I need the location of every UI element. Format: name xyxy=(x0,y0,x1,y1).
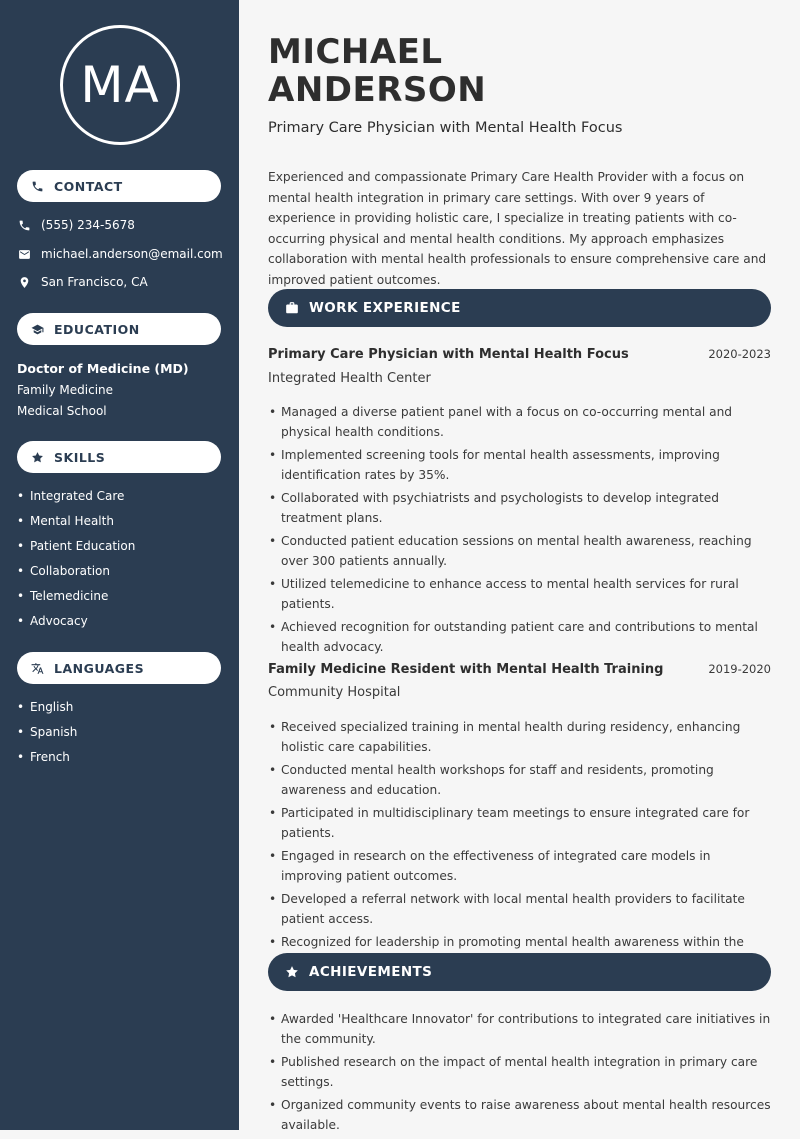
job-bullet: • Engaged in research on the effectiveness of integrated care models in improving patient outcomes. xyxy=(268,847,773,886)
job-bullet: • Conducted patient education sessions on mental health awareness, reaching over 300 patients annually. xyxy=(268,532,773,571)
contact-email[interactable] xyxy=(17,247,223,261)
job-bullet: • Developed a referral network with local mental health providers to facilitate patient access. xyxy=(268,890,773,929)
work-experience-heading xyxy=(268,289,771,327)
contact-phone-text: (555) 234-5678 xyxy=(41,218,135,232)
work-experience-heading-label: WORK EXPERIENCE xyxy=(309,300,461,316)
language-item: • English xyxy=(17,700,77,725)
last-name: ANDERSON xyxy=(268,70,487,110)
achievements-list xyxy=(268,1010,773,1139)
job-1-organization: Integrated Health Center xyxy=(268,371,431,386)
job-1-dates: 2020-2023 xyxy=(708,347,771,361)
contact-heading-label: CONTACT xyxy=(54,178,123,194)
contact-email-text: michael.anderson@email.com xyxy=(41,247,223,261)
job-2-bullets xyxy=(268,718,773,976)
star-icon xyxy=(285,965,299,979)
achievement-item: • Published research on the impact of mental health integration in primary care settings. xyxy=(268,1053,773,1092)
contact-location xyxy=(17,275,148,289)
language-item: • French xyxy=(17,750,77,775)
skill-item: • Collaboration xyxy=(17,564,135,589)
languages-heading-label: LANGUAGES xyxy=(54,660,145,676)
contact-phone[interactable] xyxy=(17,218,135,232)
skills-list xyxy=(17,489,135,639)
achievement-item: • Awarded 'Healthcare Innovator' for contributions to integrated care initiatives in the community. xyxy=(268,1010,773,1049)
job-1-bullets xyxy=(268,403,773,661)
summary-paragraph: Experienced and compassionate Primary Care Health Provider with a focus on mental health integration in primary care settings. With over 9 years of experience in providing holistic care, I specialize in treating patients with co-occurring physical and mental health conditions. My approach emphasizes collaboration with mental health professionals to ensure comprehensive care and improved patient outcomes. xyxy=(268,170,767,287)
mail-icon xyxy=(17,247,31,261)
job-1-title: Primary Care Physician with Mental Health Focus xyxy=(268,347,629,362)
skill-item: • Patient Education xyxy=(17,539,135,564)
sidebar xyxy=(0,0,239,1130)
language-item: • Spanish xyxy=(17,725,77,750)
monogram-avatar xyxy=(60,25,180,145)
phone-icon xyxy=(17,218,31,232)
skill-item: • Integrated Care xyxy=(17,489,135,514)
star-icon xyxy=(31,451,44,464)
skills-heading-label: SKILLS xyxy=(54,449,106,465)
skill-item: • Mental Health xyxy=(17,514,135,539)
skills-heading xyxy=(17,441,221,473)
contact-heading xyxy=(17,170,221,202)
job-bullet: • Participated in multidisciplinary team meetings to ensure integrated care for patients. xyxy=(268,804,773,843)
job-2-dates: 2019-2020 xyxy=(708,662,771,676)
phone-icon xyxy=(31,180,44,193)
job-bullet: • Implemented screening tools for mental health assessments, improving identification rates by 35%. xyxy=(268,446,773,485)
translate-icon xyxy=(31,662,44,675)
job-bullet: • Collaborated with psychiatrists and psychologists to develop integrated treatment plans. xyxy=(268,489,773,528)
job-bullet: • Conducted mental health workshops for staff and residents, promoting awareness and education. xyxy=(268,761,773,800)
achievement-item: • Organized community events to raise awareness about mental health resources available. xyxy=(268,1096,773,1135)
job-bullet: • Achieved recognition for outstanding patient care and contributions to mental health advocacy. xyxy=(268,618,773,657)
languages-heading xyxy=(17,652,221,684)
monogram-text: MA xyxy=(80,56,160,114)
job-bullet: • Managed a diverse patient panel with a focus on co-occurring mental and physical health conditions. xyxy=(268,403,773,442)
achievements-heading-label: ACHIEVEMENTS xyxy=(309,964,433,980)
job-bullet: • Recognized for leadership in promoting mental health awareness within the xyxy=(268,933,773,972)
graduation-cap-icon xyxy=(31,323,44,336)
education-heading xyxy=(17,313,221,345)
job-2-organization: Community Hospital xyxy=(268,685,401,700)
job-2-title: Family Medicine Resident with Mental Health Training xyxy=(268,662,664,677)
skill-item: • Telemedicine xyxy=(17,589,135,614)
job-bullet: • Received specialized training in mental health during residency, enhancing holistic care capabilities. xyxy=(268,718,773,757)
education-school: Medical School xyxy=(17,404,107,418)
education-degree: Doctor of Medicine (MD) xyxy=(17,361,189,376)
languages-list xyxy=(17,700,77,775)
job-bullet: • Utilized telemedicine to enhance access to mental health services for rural patients. xyxy=(268,575,773,614)
job-title-headline: Primary Care Physician with Mental Health Focus xyxy=(268,120,623,136)
education-field: Family Medicine xyxy=(17,383,114,397)
contact-location-text: San Francisco, CA xyxy=(41,275,148,289)
skill-item: • Advocacy xyxy=(17,614,135,639)
first-name: MICHAEL xyxy=(268,32,443,72)
briefcase-icon xyxy=(285,301,299,315)
full-name xyxy=(268,33,486,109)
achievements-heading xyxy=(268,953,771,991)
location-pin-icon xyxy=(17,275,31,289)
education-heading-label: EDUCATION xyxy=(54,321,140,337)
